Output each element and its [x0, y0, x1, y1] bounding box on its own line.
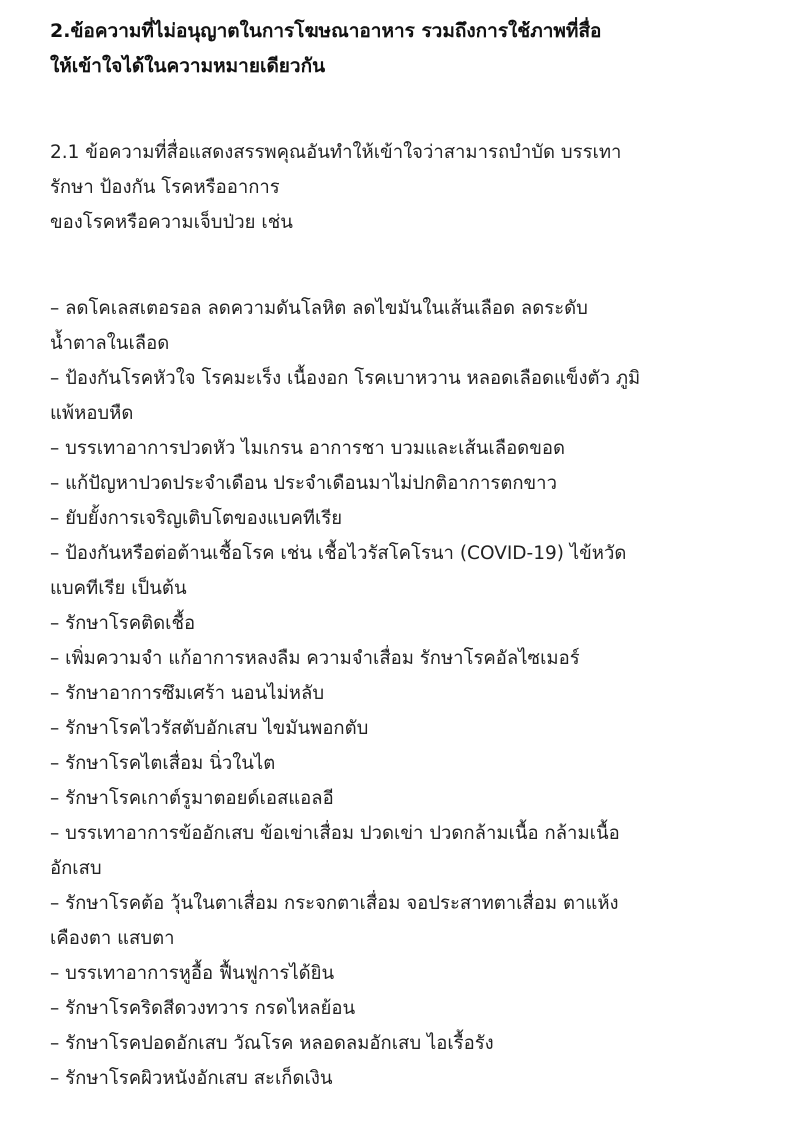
list-line: น้ำตาลในเลือด — [50, 333, 170, 354]
list-line: – รักษาโรคผิวหนังอักเสบ สะเก็ดเงิน — [50, 1068, 333, 1089]
list-line: – เพิ่มความจำ แก้อาการหลงลืม ความจำเสื่อม รักษาโรคอัลไซเมอร์ — [50, 648, 580, 669]
list-line: – รักษาโรคปอดอักเสบ วัณโรค หลอดลมอักเสบ ไอเรื้อรัง — [50, 1033, 494, 1054]
list-line: – บรรเทาอาการหูอื้อ ฟื้นฟูการได้ยิน — [50, 963, 335, 984]
section-heading — [50, 14, 750, 84]
list-line: – ยับยั้งการเจริญเติบโตของแบคทีเรีย — [50, 508, 343, 529]
list-line: – บรรเทาอาการปวดหัว ไมเกรน อาการชา บวมและเส้นเลือดขอด — [50, 438, 565, 459]
list-line: – รักษาโรคติดเชื้อ — [50, 613, 196, 634]
intro-line-1: 2.1 ข้อความที่สื่อแสดงสรรพคุณอันทำให้เข้าใจว่าสามารถบำบัด บรรเทา — [50, 142, 622, 163]
list-line: แบคทีเรีย เป็นต้น — [50, 578, 187, 599]
list-line: – ลดโคเลสเตอรอล ลดความดันโลหิต ลดไขมันในเส้นเลือด ลดระดับ — [50, 298, 588, 319]
list-line: – รักษาโรคต้อ วุ้นในตาเสื่อม กระจกตาเสื่อม จอประสาทตาเสื่อม ตาแห้ง — [50, 893, 619, 914]
list-line: – รักษาโรคไวรัสตับอักเสบ ไขมันพอกตับ — [50, 718, 369, 739]
subsection-intro — [50, 135, 750, 240]
list-line: – รักษาโรคริดสีดวงทวาร กรดไหลย้อน — [50, 998, 356, 1019]
article-body — [50, 14, 750, 1096]
list-line: – รักษาโรคเกาต์รูมาตอยด์เอสแอลอี — [50, 788, 334, 809]
intro-line-3: ของโรคหรือความเจ็บป่วย เช่น — [50, 212, 293, 233]
list-line: – ป้องกันโรคหัวใจ โรคมะเร็ง เนื้องอก โรคเบาหวาน หลอดเลือดแข็งตัว ภูมิ — [50, 368, 641, 389]
prohibited-claims-list — [50, 291, 750, 1096]
list-line: – ป้องกันหรือต่อต้านเชื้อโรค เช่น เชื้อไวรัสโคโรนา (COVID-19) ไข้หวัด — [50, 543, 627, 564]
list-line: อักเสบ — [50, 858, 102, 879]
list-line: – รักษาอาการซึมเศร้า นอนไม่หลับ — [50, 683, 325, 704]
list-line: – รักษาโรคไตเสื่อม นิ่วในไต — [50, 753, 276, 774]
list-line: – แก้ปัญหาปวดประจำเดือน ประจำเดือนมาไม่ปกติอาการตกขาว — [50, 473, 557, 494]
list-line: แพ้หอบหืด — [50, 403, 134, 424]
heading-line-2: ให้เข้าใจได้ในความหมายเดียวกัน — [50, 55, 326, 77]
list-line: เคืองตา แสบตา — [50, 928, 175, 949]
heading-line-1: 2.ข้อความที่ไม่อนุญาตในการโฆษณาอาหาร รวมถึงการใช้ภาพที่สื่อ — [50, 20, 602, 42]
intro-line-2: รักษา ป้องกัน โรคหรืออาการ — [50, 177, 280, 198]
list-line: – บรรเทาอาการข้ออักเสบ ข้อเข่าเสื่อม ปวดเข่า ปวดกล้ามเนื้อ กล้ามเนื้อ — [50, 823, 620, 844]
